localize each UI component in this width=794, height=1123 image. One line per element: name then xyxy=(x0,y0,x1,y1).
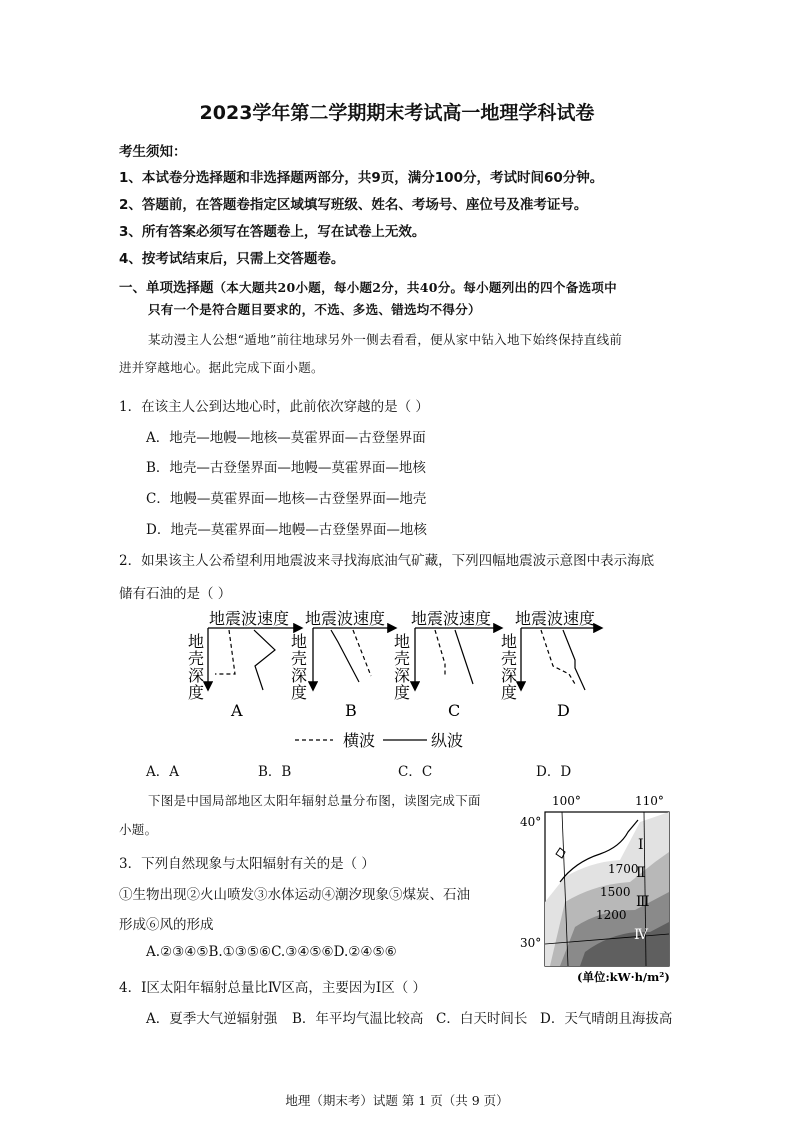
section-title: 一、单项选择题 xyxy=(119,280,214,296)
passage-2-line-2: 小题。 xyxy=(119,822,158,837)
isoline-label: 1200 xyxy=(596,908,627,922)
seismic-wave-figure xyxy=(183,604,613,754)
q3-stem: 3．下列自然现象与太阳辐射有关的是（ ） xyxy=(119,856,375,872)
region-label: Ⅰ xyxy=(638,837,644,853)
lat-label: 40° xyxy=(520,815,542,829)
wave-legend xyxy=(295,731,463,750)
panel-label: A xyxy=(231,701,243,720)
solar-radiation-map xyxy=(520,792,680,987)
panel-label: D xyxy=(557,701,570,720)
q1-stem: 1．在该主人公到达地心时，此前依次穿越的是（ ） xyxy=(119,399,429,415)
y-axis-char: 度 xyxy=(188,683,205,702)
passage-1-line-1: 某动漫主人公想“遁地”前往地球另外一侧去看看，便从家中钻入地下始终保持直线前 xyxy=(148,332,623,347)
x-axis-label: 地震波速度 xyxy=(209,609,290,628)
q4-option-a: A．夏季大气逆辐射强 xyxy=(146,1011,278,1027)
page-footer: 地理（期末考）试题 第 1 页（共 9 页） xyxy=(285,1093,509,1108)
y-axis-char: 度 xyxy=(501,683,518,702)
y-axis-char: 地 xyxy=(291,632,308,651)
y-axis-char: 壳 xyxy=(188,649,205,668)
section-heading xyxy=(119,276,617,296)
page-title: 2023学年第二学期期末考试高一地理学科试卷 xyxy=(199,102,595,124)
lat-label: 30° xyxy=(520,936,542,950)
y-axis-char: 深 xyxy=(394,666,411,685)
legend-transverse: 横波 xyxy=(343,731,376,750)
q1-option-b: B．地壳—古登堡界面—地幔—莫霍界面—地核 xyxy=(146,460,426,476)
y-axis-char: 度 xyxy=(291,683,308,702)
panel-label: C xyxy=(448,701,461,720)
section-desc-2: 只有一个是符合题目要求的，不选、多选、错选均不得分） xyxy=(148,302,481,317)
q2-option-c: C．C xyxy=(398,764,433,780)
q3-option-c: C.③④⑤⑥ xyxy=(271,944,334,960)
q1-option-d: D．地壳—莫霍界面—地幔—古登堡界面—地核 xyxy=(146,522,427,538)
y-axis-char: 度 xyxy=(394,683,411,702)
q3-option-d: D.②④⑤⑥ xyxy=(333,944,397,960)
region-label: Ⅱ xyxy=(636,865,646,881)
region-label: Ⅲ xyxy=(636,894,650,910)
y-axis-char: 深 xyxy=(291,666,308,685)
legend-longitudinal: 纵波 xyxy=(431,731,464,750)
y-axis-char: 壳 xyxy=(291,649,308,668)
x-axis-label: 地震波速度 xyxy=(411,609,492,628)
passage-1-line-2: 进并穿越地心。据此完成下面小题。 xyxy=(119,360,324,375)
q3-items-1: ①生物出现②火山喷发③水体运动④潮汐现象⑤煤炭、石油 xyxy=(119,887,470,903)
wave-panel-b xyxy=(291,609,395,720)
wave-panel-c xyxy=(394,609,501,720)
y-axis-char: 深 xyxy=(188,666,205,685)
lon-label: 100° xyxy=(552,794,581,808)
isoline-label: 1700 xyxy=(608,862,639,876)
q2-option-a: A．A xyxy=(146,764,179,780)
q4-option-c: C．白天时间长 xyxy=(436,1011,528,1027)
notice-item: 2、答题前，在答题卷指定区域填写班级、姓名、考场号、座位号及准考证号。 xyxy=(119,197,588,213)
wave-panel-d xyxy=(501,609,601,720)
q2-stem-1: 2．如果该主人公希望利用地震波来寻找海底油气矿藏，下列四幅地震波示意图中表示海底 xyxy=(119,553,655,569)
lon-label: 110° xyxy=(635,794,664,808)
q1-option-c: C．地幔—莫霍界面—地核—古登堡界面—地壳 xyxy=(146,491,427,507)
y-axis-char: 深 xyxy=(501,666,518,685)
isoline-label: 1500 xyxy=(600,885,631,899)
notice-heading: 考生须知： xyxy=(119,144,187,160)
y-axis-char: 壳 xyxy=(501,649,518,668)
q4-stem: 4．Ⅰ区太阳年辐射总量比Ⅳ区高，主要因为Ⅰ区（ ） xyxy=(119,980,427,996)
q2-option-d: D．D xyxy=(536,764,572,780)
q1-option-a: A．地壳—地幔—地核—莫霍界面—古登堡界面 xyxy=(146,430,426,446)
x-axis-label: 地震波速度 xyxy=(515,609,596,628)
notice-item: 3、所有答案必须写在答题卷上，写在试卷上无效。 xyxy=(119,224,426,240)
q2-option-b: B．B xyxy=(258,764,292,780)
q3-options xyxy=(146,944,397,960)
panel-label: B xyxy=(345,701,357,720)
y-axis-char: 壳 xyxy=(394,649,411,668)
q3-items-2: 形成⑥风的形成 xyxy=(119,917,214,933)
q4-option-b: B．年平均气温比较高 xyxy=(292,1011,424,1027)
q3-option-b: B.①③⑤⑥ xyxy=(208,944,272,960)
x-axis-label: 地震波速度 xyxy=(305,609,386,628)
q2-stem-2: 储有石油的是（ ） xyxy=(119,586,232,602)
passage-2-line-1: 下图是中国局部地区太阳年辐射总量分布图，读图完成下面 xyxy=(148,793,481,808)
map-unit: (单位:kW·h/m²) xyxy=(577,970,670,984)
y-axis-char: 地 xyxy=(394,632,411,651)
q3-option-a: A.②③④⑤ xyxy=(146,944,209,960)
section-desc: （本大题共20小题，每小题2分，共40分。每小题列出的四个备选项中 xyxy=(213,280,617,295)
q4-option-d: D．天气晴朗且海拔高 xyxy=(540,1011,673,1027)
wave-panel-a xyxy=(188,609,301,720)
y-axis-char: 地 xyxy=(188,632,205,651)
region-label: Ⅳ xyxy=(634,927,648,943)
notice-item: 4、按考试结束后，只需上交答题卷。 xyxy=(119,251,345,267)
y-axis-char: 地 xyxy=(501,632,518,651)
notice-item: 1、本试卷分选择题和非选择题两部分，共9页，满分100分，考试时间60分钟。 xyxy=(119,170,604,186)
